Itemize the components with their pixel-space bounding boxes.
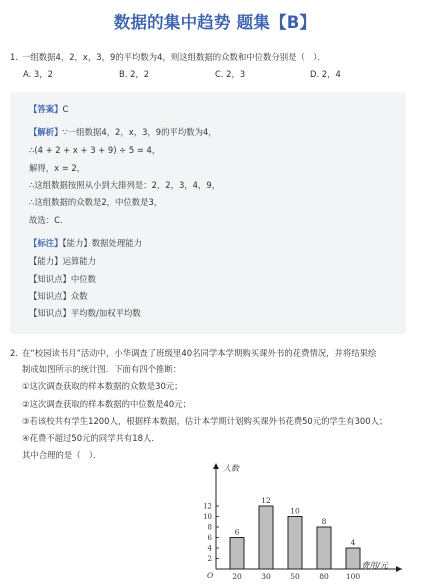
bar (230, 538, 244, 570)
analysis-text: ∵一组数据4，2，x，3，9的平均数为4， (62, 127, 217, 137)
answer-label: 【答案】 (29, 104, 63, 114)
x-tick-label: 20 (232, 572, 242, 581)
y-tick-label: 6 (207, 534, 212, 542)
analysis-line-1 (29, 126, 217, 138)
option-c[interactable]: C. 2，3 (215, 69, 246, 79)
bar (346, 548, 360, 569)
question-text-line-1: 在“校园读书月”活动中，小华调查了班级里40名同学本学期购买课外书的花费情况，并将结果绘 (22, 348, 377, 358)
note-line-2: 【能力】运算能力 (29, 256, 96, 266)
bar-chart (196, 459, 416, 586)
y-tick-label: 10 (203, 513, 212, 521)
statement-1: ①这次调查获取的样本数据的众数是30元； (22, 381, 183, 391)
x-axis-arrow (396, 566, 402, 572)
analysis-line-2: ∴(4 + 2 + x + 3 + 9) ÷ 5 = 4， (29, 145, 161, 155)
question-1-stem (10, 51, 420, 63)
question-1-options (23, 68, 423, 80)
y-tick-label: 12 (203, 502, 212, 511)
answer-panel (10, 92, 406, 334)
analysis-label: 【解析】 (29, 127, 63, 137)
bar (317, 527, 331, 569)
option-b[interactable]: B. 2，2 (119, 69, 150, 79)
note-label: 【标注】 (29, 238, 63, 248)
note-line-3: 【知识点】中位数 (29, 274, 96, 284)
note-text: 【能力】数据处理能力 (62, 238, 143, 248)
analysis-line-3: 解得，x = 2， (29, 163, 86, 173)
bar-data-label: 6 (234, 527, 240, 537)
question-text-line-2: 制成如图所示的统计图．下面有四个推断： (22, 364, 182, 374)
bar-data-label: 10 (290, 506, 300, 516)
x-tick-label: 80 (319, 572, 329, 581)
analysis-line-4: ∴这组数据按照从小到大排列是：2，2，3，4，9， (29, 180, 221, 190)
bar-data-label: 12 (261, 496, 271, 505)
y-tick-label: 2 (207, 555, 212, 563)
x-axis-label: 费用/元 (361, 561, 388, 570)
x-tick-label: 100 (345, 572, 361, 581)
question-number: 1. (10, 52, 18, 62)
bar (259, 506, 273, 569)
question-text: 一组数据4，2，x，3，9的平均数为4，则这组数据的众数和中位数分别是（ ）． (22, 52, 326, 62)
note-line-5: 【知识点】平均数/加权平均数 (29, 308, 141, 318)
analysis-line-6: 故选：C． (29, 215, 69, 225)
x-tick-label: 30 (261, 572, 271, 581)
answer-value: C (62, 104, 69, 114)
answer-line (29, 103, 68, 115)
question-2-stem (10, 345, 420, 377)
question-prompt: 其中合理的是（ ）． (22, 450, 102, 460)
y-tick-label: 4 (207, 544, 212, 553)
note-line-1 (29, 237, 142, 249)
x-tick-label: 50 (290, 572, 300, 581)
note-line-4: 【知识点】众数 (29, 291, 88, 301)
statement-3: ③若该校共有学生1200人，根据样本数据，估计本学期计划购买课外书花费50元的学生有300人； (22, 416, 388, 426)
bar-data-label: 8 (321, 517, 327, 526)
page-title: 数据的集中趋势 题集【B】 (113, 13, 317, 32)
question-number: 2. (10, 348, 18, 358)
y-axis-arrow (213, 463, 219, 469)
statement-2: ②这次调查获取的样本数据的中位数是40元； (22, 399, 191, 409)
option-d[interactable]: D. 2，4 (310, 69, 341, 79)
option-a[interactable]: A. 3，2 (23, 69, 53, 79)
statement-4: ④花费不超过50元的同学共有18人． (22, 433, 160, 443)
y-tick-label: 8 (207, 523, 212, 532)
y-axis-label: 人数 (223, 464, 239, 473)
origin-label: O (207, 571, 214, 580)
bar (288, 517, 302, 570)
bar-data-label: 4 (350, 538, 356, 547)
analysis-line-5: ∴这组数据的众数是2，中位数是3， (29, 197, 163, 207)
